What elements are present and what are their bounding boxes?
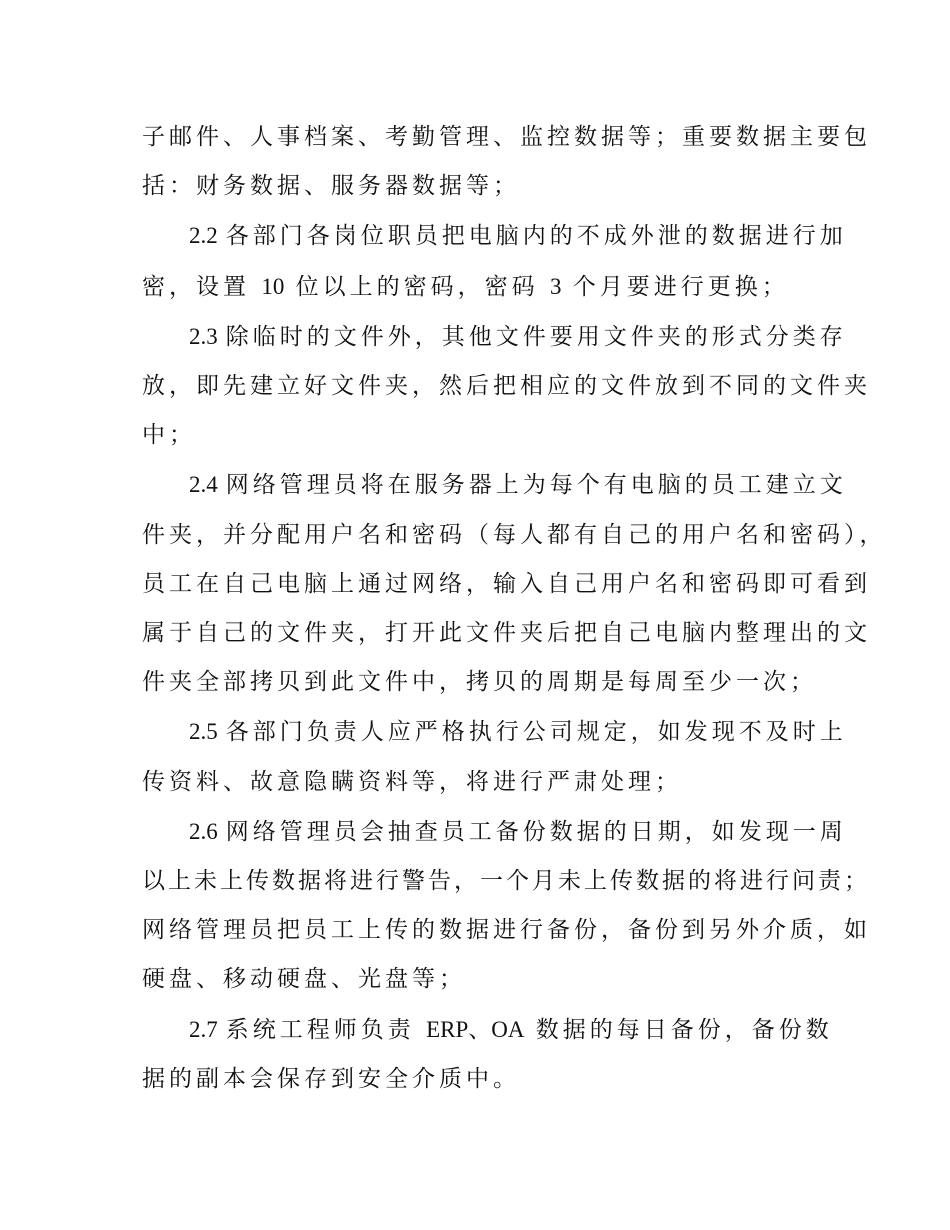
text-line: 件夹全部拷贝到此文件中，拷贝的周期是每周至少一次； [142,669,817,696]
text-segment: 系统工程师负责 [225,1016,415,1043]
text-segment: 个月要进行更换； [572,273,789,300]
text-line: 据的副本会保存到安全介质中。 [142,1065,520,1092]
system-names: ERP、OA [426,1016,525,1042]
paragraph-2-3 [142,312,871,461]
paragraph-2-2 [142,211,847,311]
text-segment: 位以上的密码，密码 [295,273,539,300]
document-body [142,113,887,1104]
paragraph-2-7 [142,1005,833,1104]
text-line: 员工在自己电脑上通过网络，输入自己用户名和密码即可看到 [142,570,871,597]
number-value: 3 [549,273,562,299]
text-segment: 网络管理员会抽查员工备份数据的日期，如发现一周 [225,818,847,845]
text-line: 括：财务数据、服务器数据等； [142,173,520,200]
section-number: 2.3 [189,323,218,349]
number-value: 10 [261,273,285,299]
section-number: 2.7 [189,1016,218,1042]
text-segment: 各部门负责人应严格执行公司规定，如发现不及时上 [225,719,847,746]
text-segment: 数据的每日备份，备份数 [535,1016,833,1043]
text-line: 属于自己的文件夹，打开此文件夹后把自己电脑内整理出的文 [142,620,871,647]
text-segment: 各部门各岗位职员把电脑内的不成外泄的数据进行加 [225,223,847,250]
text-line: 网络管理员把员工上传的数据进行备份，备份到另外介质，如 [142,917,871,944]
paragraph-2-6 [142,807,871,1005]
section-number: 2.2 [189,223,218,249]
text-line: 硬盘、移动硬盘、光盘等； [142,966,466,993]
text-segment: 密，设置 [142,273,250,300]
paragraph-2-5 [142,707,847,806]
section-number: 2.5 [189,719,218,745]
text-line: 件夹，并分配用户名和密码（每人都有自己的用户名和密码）， [142,521,887,548]
text-line: 以上未上传数据将进行警告，一个月未上传数据的将进行问责； [142,868,870,895]
section-number: 2.4 [189,472,218,498]
paragraph-2-4 [142,460,887,707]
text-line: 子邮件、人事档案、考勤管理、监控数据等；重要数据主要包 [142,124,871,150]
text-line: 中； [142,422,196,449]
paragraph-continuation [142,113,871,211]
text-segment: 除临时的文件外，其他文件要用文件夹的形式分类存 [225,323,847,350]
section-number: 2.6 [189,818,218,844]
text-segment: 网络管理员将在服务器上为每个有电脑的员工建立文 [225,472,847,499]
text-line: 传资料、故意隐瞒资料等，将进行严肃处理； [142,768,682,795]
text-line: 放，即先建立好文件夹，然后把相应的文件放到不同的文件夹 [142,373,871,400]
